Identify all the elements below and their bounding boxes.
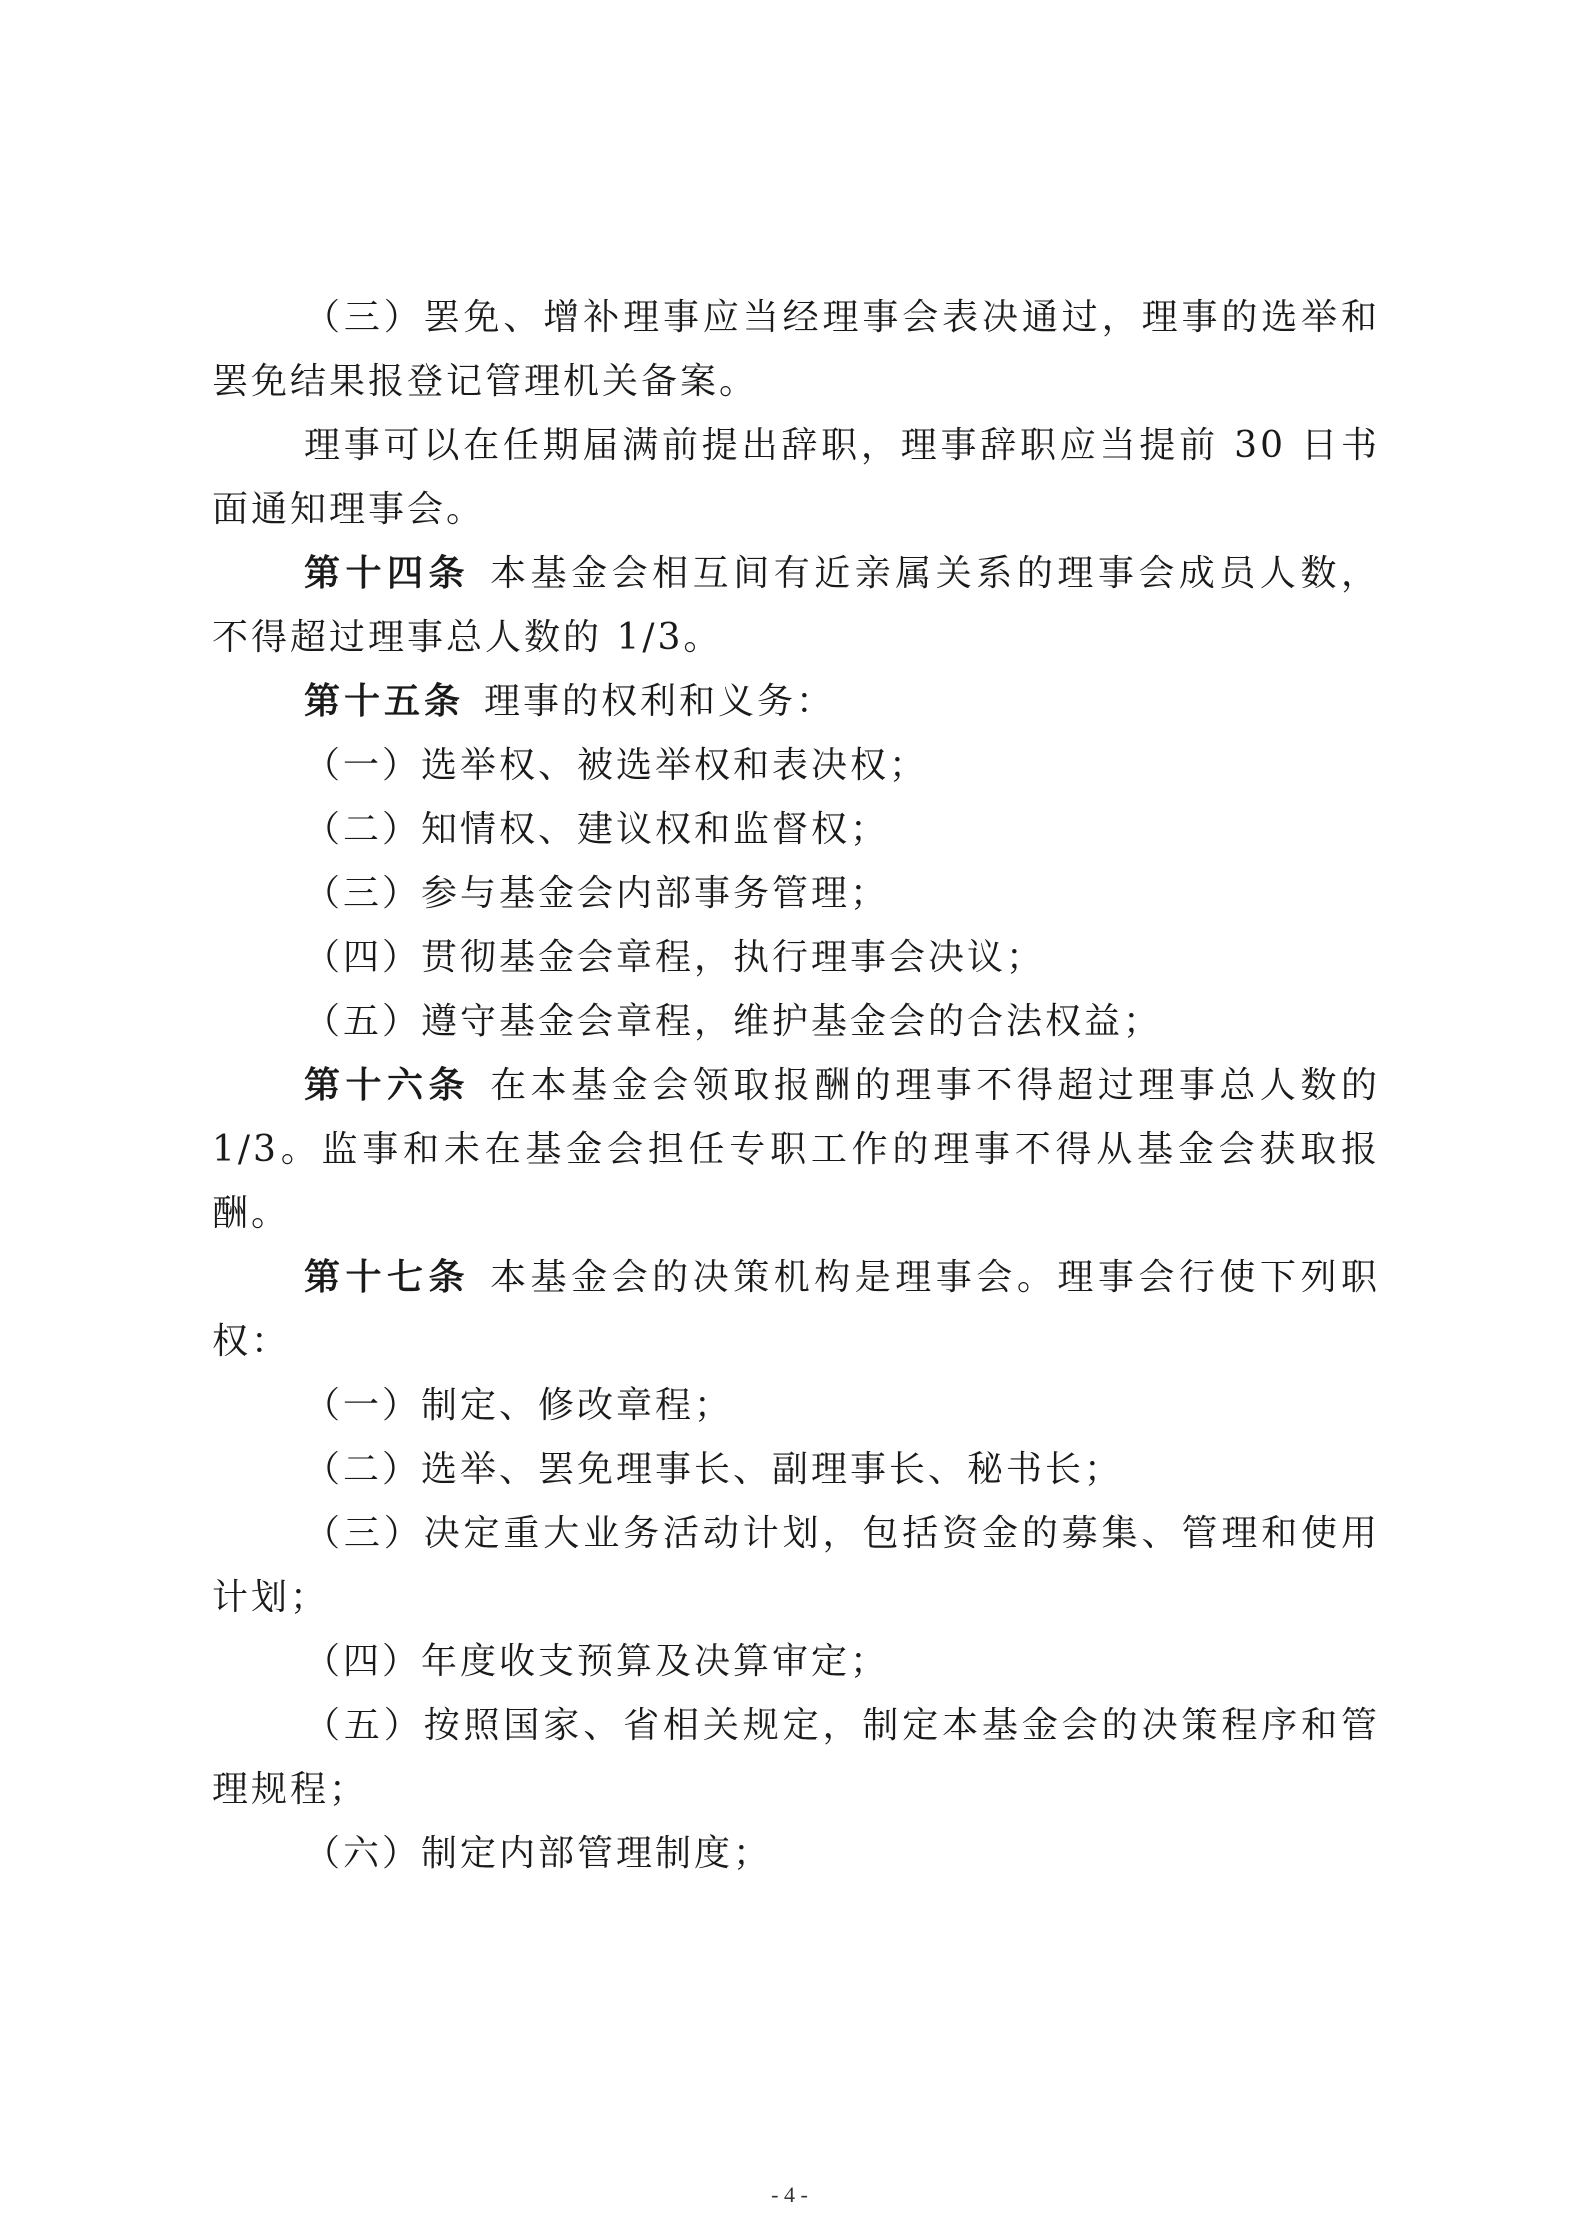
article-paragraph [212, 1054, 1380, 1246]
list-item [212, 798, 1380, 862]
article-paragraph [212, 670, 1380, 734]
paragraph-text: （二）知情权、建议权和监督权； [304, 809, 890, 850]
list-item [212, 1630, 1380, 1694]
list-item [212, 926, 1380, 990]
paragraph-text: （一）选举权、被选举权和表决权； [304, 745, 929, 786]
list-item [212, 1694, 1380, 1822]
list-item [212, 990, 1380, 1054]
paragraph-text: 理事的权利和义务： [484, 681, 836, 722]
list-item [212, 734, 1380, 798]
paragraph [212, 414, 1380, 542]
article-number: 第十六条 [304, 1065, 471, 1106]
page-number: - 4 - [771, 2182, 808, 2207]
paragraph-text: （六）制定内部管理制度； [304, 1833, 773, 1874]
paragraph-text: （二）选举、罢免理事长、副理事长、秘书长； [304, 1449, 1124, 1490]
paragraph-text: 理事可以在任期届满前提出辞职，理事辞职应当提前 30 日书面通知理事会。 [212, 425, 1380, 530]
list-item [212, 862, 1380, 926]
paragraph-text: （五）遵守基金会章程，维护基金会的合法权益； [304, 1001, 1163, 1042]
list-item [212, 1502, 1380, 1630]
paragraph-text: 在本基金会领取报酬的理事不得超过理事总人数的 1/3。监事和未在基金会担任专职工作的理事不得从基金会获取报酬。 [212, 1065, 1380, 1234]
paragraph-text: 本基金会的决策机构是理事会。理事会行使下列职权： [212, 1257, 1380, 1362]
paragraph-text: （三）决定重大业务活动计划，包括资金的募集、管理和使用计划； [212, 1513, 1380, 1618]
article-paragraph [212, 1246, 1380, 1374]
paragraph-text: （四）贯彻基金会章程，执行理事会决议； [304, 937, 1046, 978]
paragraph-text: （一）制定、修改章程； [304, 1385, 734, 1426]
list-item [212, 1438, 1380, 1502]
document-body [212, 286, 1380, 1886]
paragraph-text: （三）参与基金会内部事务管理； [304, 873, 890, 914]
paragraph-text: （五）按照国家、省相关规定，制定本基金会的决策程序和管理规程； [212, 1705, 1380, 1810]
paragraph-text: （三）罢免、增补理事应当经理事会表决通过，理事的选举和罢免结果报登记管理机关备案。 [212, 297, 1380, 402]
paragraph-text: （四）年度收支预算及决算审定； [304, 1641, 890, 1682]
article-number: 第十七条 [304, 1257, 471, 1298]
article-number: 第十四条 [304, 553, 471, 594]
list-item [212, 1822, 1380, 1886]
paragraph [212, 286, 1380, 414]
article-paragraph [212, 542, 1380, 670]
article-number: 第十五条 [304, 681, 465, 722]
list-item [212, 1374, 1380, 1438]
paragraph-text: 本基金会相互间有近亲属关系的理事会成员人数，不得超过理事总人数的 1/3。 [212, 553, 1380, 658]
